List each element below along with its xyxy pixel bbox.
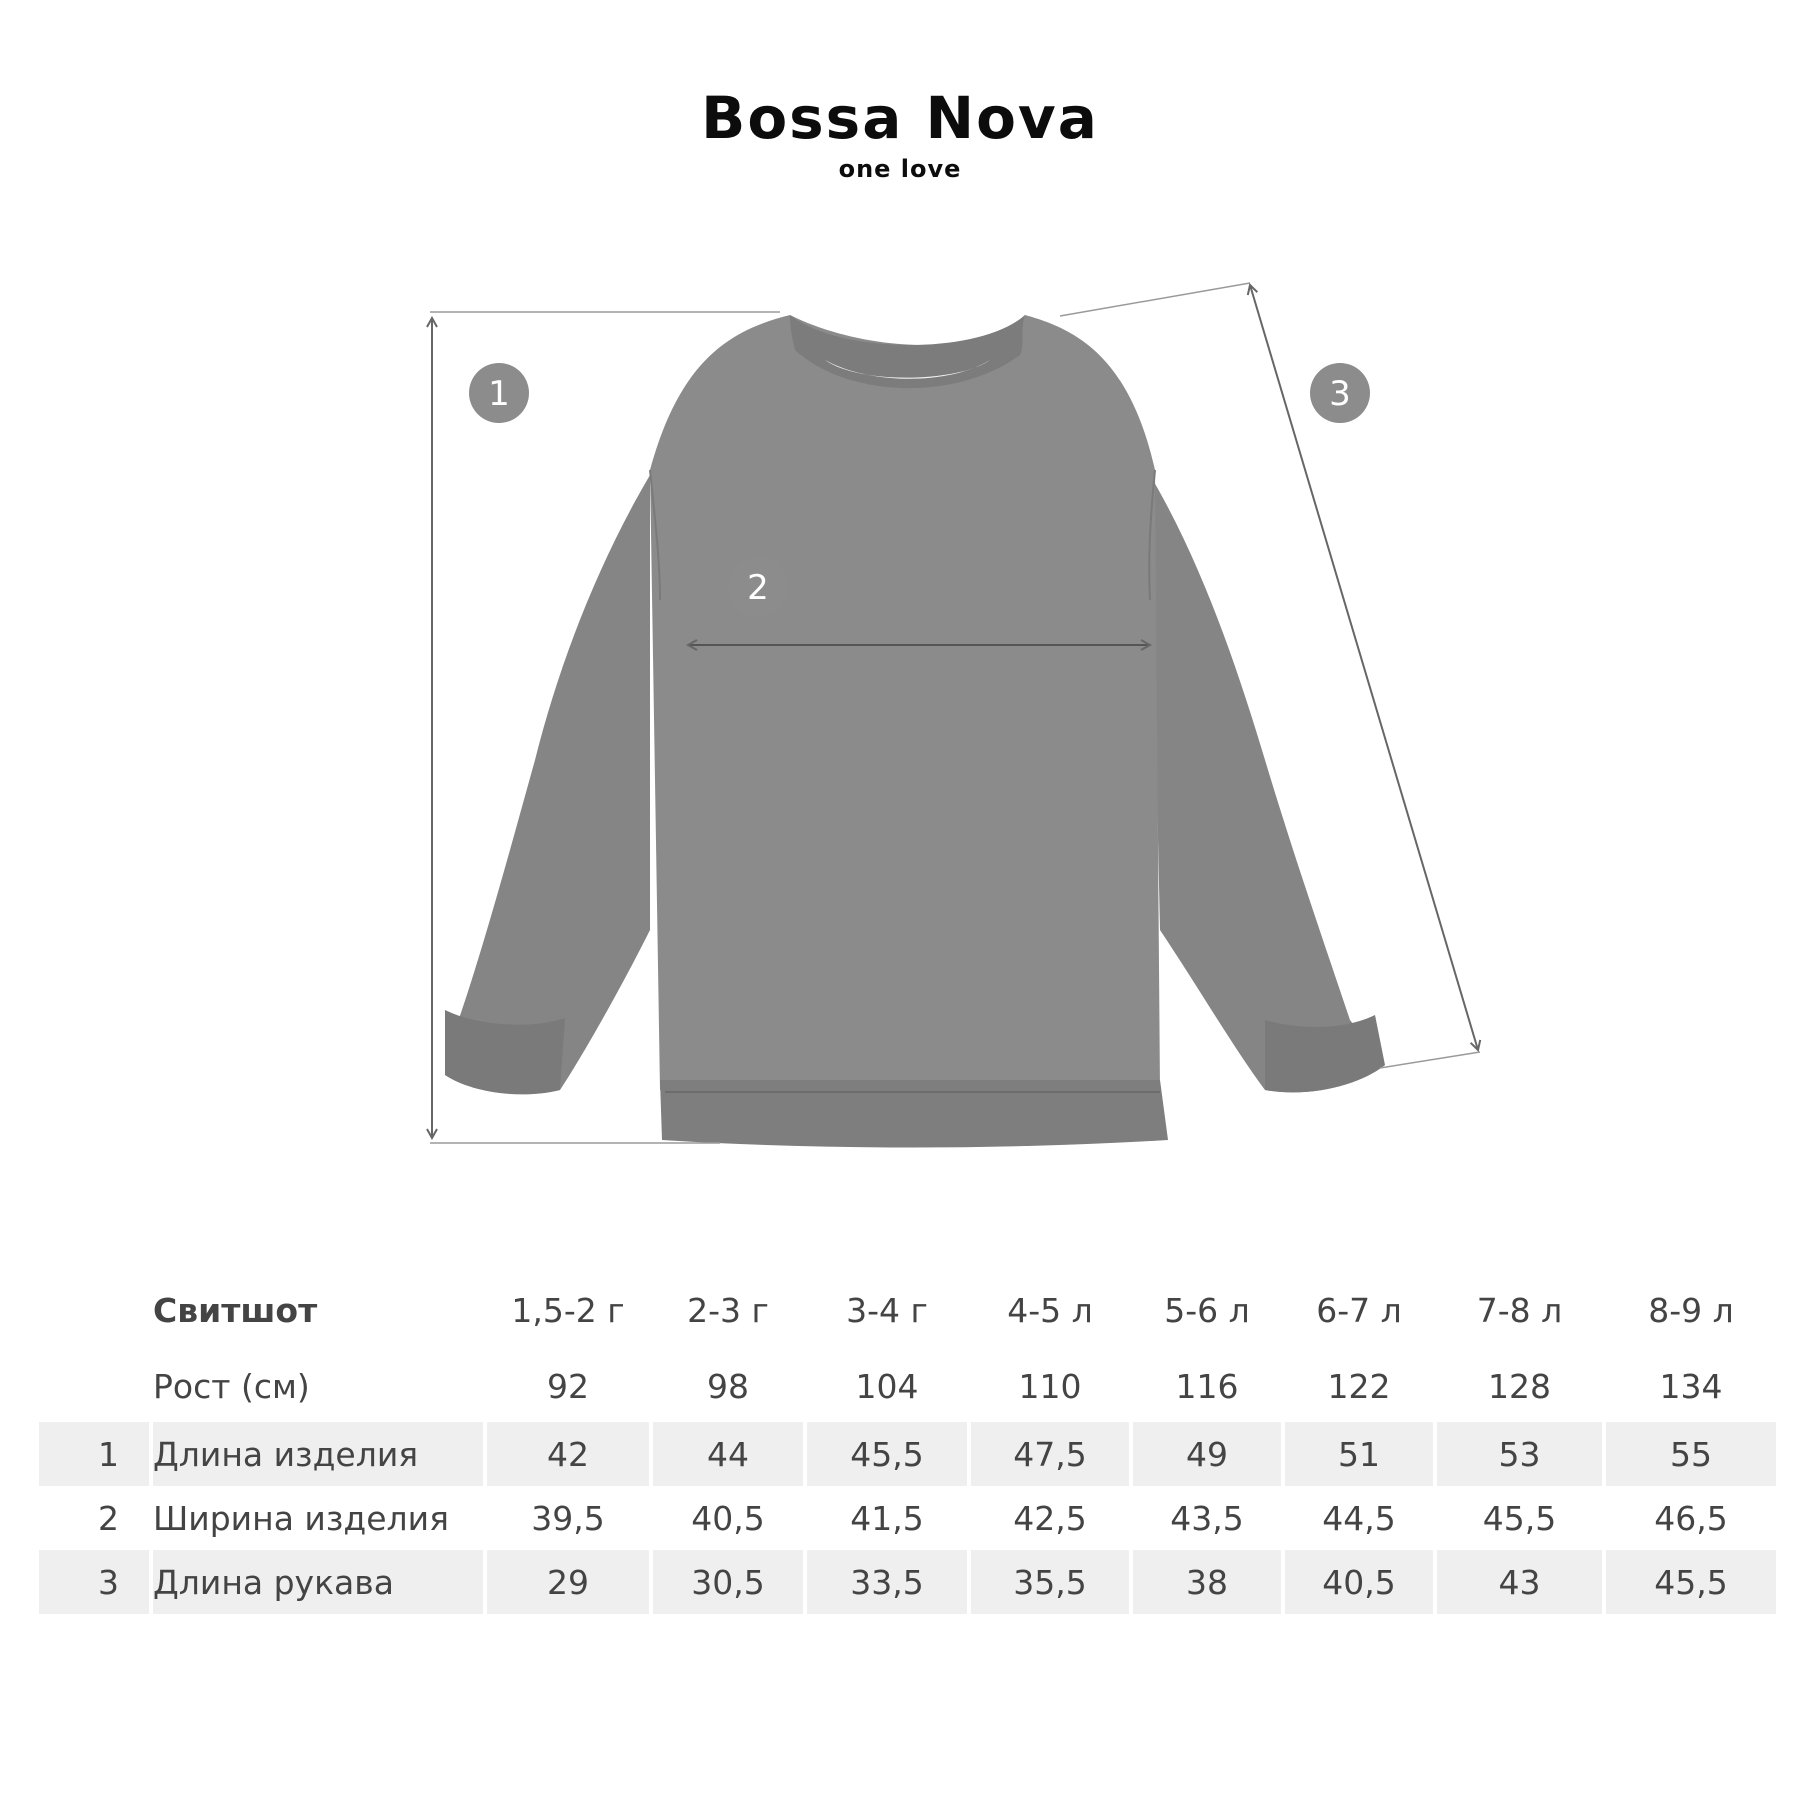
marker-sleeve [1310,363,1370,423]
row-label: Длина рукава [153,1550,483,1614]
row-label: Ширина изделия [153,1498,449,1538]
table-cell: 39,5 [531,1498,605,1538]
table-row-height [39,1350,1776,1422]
table-cell: 40,5 [1285,1550,1433,1614]
size-chart-table [35,1270,1780,1614]
table-cell: 40,5 [691,1498,765,1538]
table-cell: 43,5 [1170,1498,1244,1538]
row-index: 3 [39,1550,149,1614]
height-cell: 104 [855,1366,919,1406]
table-header-row [39,1270,1776,1350]
height-cell: 128 [1488,1366,1551,1406]
size-header: 5-6 л [1164,1290,1250,1330]
table-row-width [39,1486,1776,1550]
table-cell: 45,5 [1606,1550,1776,1614]
table-cell: 43 [1437,1550,1602,1614]
size-header: 6-7 л [1316,1290,1402,1330]
table-cell: 51 [1285,1422,1433,1486]
table-cell: 49 [1133,1422,1281,1486]
height-cell: 116 [1175,1366,1239,1406]
table-cell: 47,5 [971,1422,1129,1486]
table-cell: 33,5 [807,1550,967,1614]
table-cell: 29 [487,1550,649,1614]
row-label: Длина изделия [153,1422,483,1486]
sleeve-guide-top [1060,283,1250,316]
row-index: 1 [39,1422,149,1486]
table-cell: 46,5 [1654,1498,1728,1538]
size-header: 4-5 л [1007,1290,1093,1330]
height-cell: 110 [1018,1366,1082,1406]
size-header: 2-3 г [687,1290,769,1330]
table-row-sleeve [39,1550,1776,1614]
table-cell: 44,5 [1322,1498,1396,1538]
table-index-cell [39,1350,149,1422]
table-cell: 35,5 [971,1550,1129,1614]
table-cell: 45,5 [1482,1498,1557,1538]
sleeve-guide-bottom [1380,1052,1480,1068]
size-header: 1,5-2 г [511,1290,625,1330]
marker-width [728,557,788,617]
table-row-length [39,1422,1776,1486]
brand-name: Bossa Nova [701,84,1099,152]
height-cell: 122 [1327,1366,1391,1406]
size-header: 3-4 г [846,1290,928,1330]
table-cell: 55 [1606,1422,1776,1486]
marker-length [469,363,529,423]
table-cell: 42 [487,1422,649,1486]
row-index: 2 [98,1498,119,1538]
table-title: Свитшот [153,1290,318,1330]
height-cell: 92 [547,1366,589,1406]
brand-tagline: one love [838,155,962,183]
marker-sleeve-label: 3 [1329,374,1351,414]
marker-width-label: 2 [747,568,769,608]
size-header: 7-8 л [1476,1290,1563,1330]
size-header: 8-9 л [1648,1290,1734,1330]
table-cell: 45,5 [807,1422,967,1486]
row-label-height: Рост (см) [153,1366,310,1406]
table-index-cell [39,1270,149,1350]
table-cell: 41,5 [850,1498,924,1538]
marker-length-label: 1 [488,374,510,414]
table-cell: 30,5 [653,1550,803,1614]
height-cell: 98 [707,1366,749,1406]
table-cell: 42,5 [1013,1498,1087,1538]
height-cell: 134 [1659,1366,1723,1406]
table-cell: 44 [653,1422,803,1486]
table-cell: 53 [1437,1422,1602,1486]
table-cell: 38 [1133,1550,1281,1614]
sweatshirt-illustration [445,315,1385,1148]
